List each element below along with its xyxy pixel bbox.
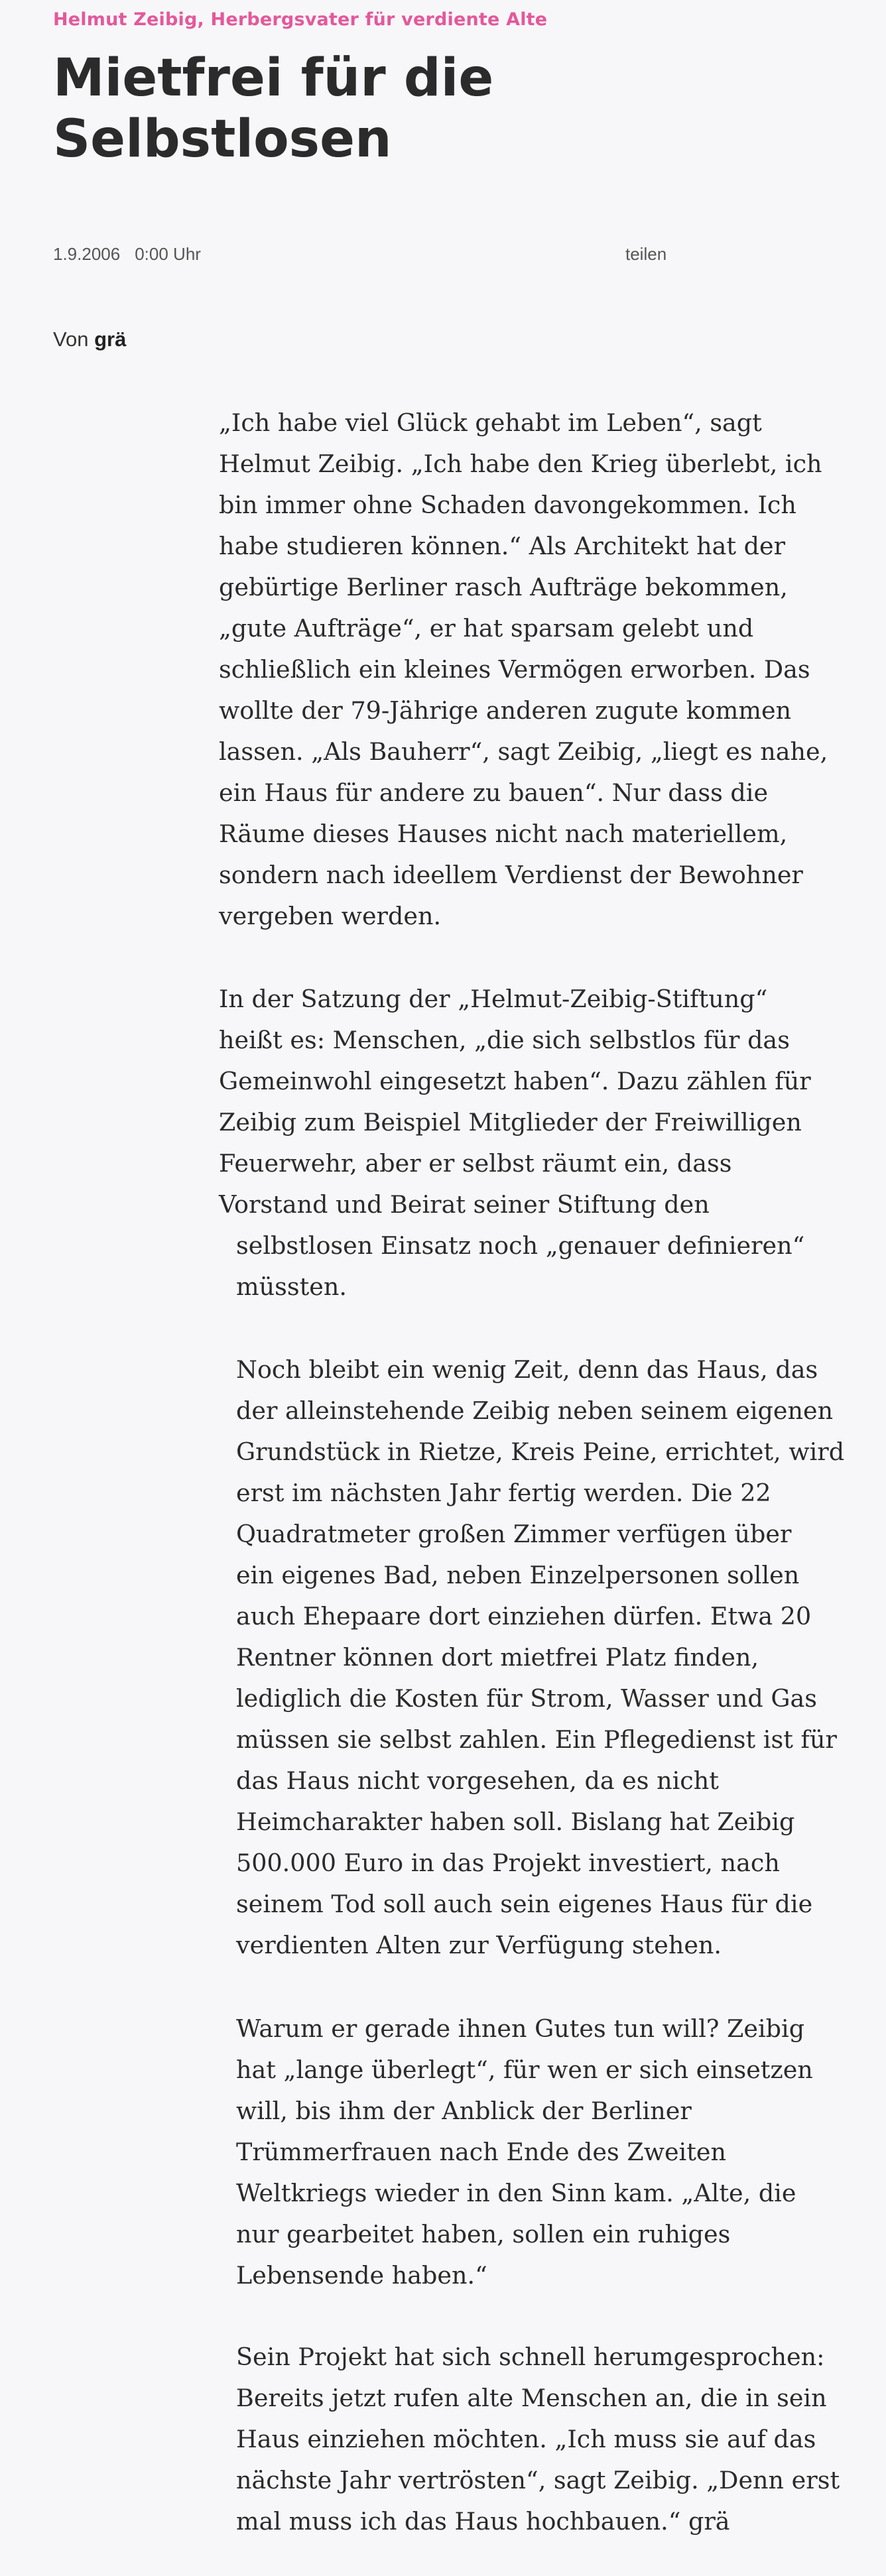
text-line: erst im nächsten Jahr fertig werden. Die 22 bbox=[236, 1479, 771, 1507]
text-line: Zeibig zum Beispiel Mitglieder der Freiwilligen bbox=[219, 1108, 802, 1136]
text-line: Gemeinwohl eingesetzt haben“. Dazu zählen für bbox=[219, 1067, 811, 1095]
text-line: verdienten Alten zur Verfügung stehen. bbox=[236, 1931, 722, 1959]
text-line: müssen sie selbst zahlen. Ein Pflegedienst ist für bbox=[236, 1725, 837, 1754]
paragraph-2-continued bbox=[236, 1225, 804, 1308]
text-line: nur gearbeitet haben, sollen ein ruhiges bbox=[236, 2220, 731, 2248]
text-line: heißt es: Menschen, „die sich selbstlos für das bbox=[219, 1026, 790, 1054]
text-line: Haus einziehen möchten. „Ich muss sie auf das bbox=[236, 2425, 816, 2453]
text-line: Weltkriegs wieder in den Sinn kam. „Alte, die bbox=[236, 2179, 796, 2207]
article-title bbox=[53, 48, 650, 170]
text-line: lediglich die Kosten für Strom, Wasser und Gas bbox=[236, 1684, 818, 1713]
text-line: das Haus nicht vorgesehen, da es nicht bbox=[236, 1766, 719, 1795]
text-line: Rentner können dort mietfrei Platz finden, bbox=[236, 1643, 759, 1672]
text-line: Helmut Zeibig. „Ich habe den Krieg überlebt, ich bbox=[219, 450, 822, 478]
text-line: selbstlosen Einsatz noch „genauer definieren“ bbox=[236, 1231, 805, 1260]
text-line: Vorstand und Beirat seiner Stiftung den bbox=[219, 1190, 710, 1219]
paragraph-1 bbox=[219, 402, 828, 937]
text-line: gebürtige Berliner rasch Aufträge bekommen, bbox=[219, 573, 788, 601]
text-line: seinem Tod soll auch sein eigenes Haus für die bbox=[236, 1890, 813, 1918]
text-line: mal muss ich das Haus hochbauen.“ grä bbox=[236, 2507, 730, 2536]
text-line: der alleinstehende Zeibig neben seinem eigenen bbox=[236, 1396, 834, 1425]
text-line: Heimcharakter haben soll. Bislang hat Zeibig bbox=[236, 1808, 795, 1836]
byline-prefix: Von bbox=[53, 328, 89, 351]
text-line: „gute Aufträge“, er hat sparsam gelebt und bbox=[219, 614, 754, 643]
text-line: hat „lange überlegt“, für wen er sich einsetzen bbox=[236, 2055, 813, 2084]
text-line: Lebensende haben.“ bbox=[236, 2261, 487, 2290]
text-line: Räume dieses Hauses nicht nach materiellem, bbox=[219, 820, 788, 848]
text-line: Noch bleibt ein wenig Zeit, denn das Haus, das bbox=[236, 1355, 818, 1384]
text-line: Warum er gerade ihnen Gutes tun will? Zeibig bbox=[236, 2014, 805, 2043]
text-line: will, bis ihm der Anblick der Berliner bbox=[236, 2097, 692, 2125]
article-kicker: Helmut Zeibig, Herbergsvater für verdiente Alte bbox=[53, 9, 548, 30]
article-time-value: 0:00 Uhr bbox=[135, 244, 201, 264]
text-line: „Ich habe viel Glück gehabt im Leben“, sagt bbox=[219, 408, 762, 437]
text-line: Sein Projekt hat sich schnell herumgesprochen: bbox=[236, 2343, 825, 2371]
article-title-line: Selbstlosen bbox=[53, 109, 392, 169]
text-line: wollte der 79-Jährige anderen zugute kommen bbox=[219, 696, 792, 725]
text-line: Grundstück in Rietze, Kreis Peine, errichtet, wird bbox=[236, 1438, 845, 1466]
text-line: ein Haus für andere zu bauen“. Nur dass die bbox=[219, 778, 769, 807]
text-line: In der Satzung der „Helmut-Zeibig-Stiftung“ bbox=[219, 985, 768, 1013]
article-date bbox=[53, 244, 201, 265]
byline-author: grä bbox=[94, 328, 127, 351]
paragraph-2 bbox=[219, 979, 811, 1225]
text-line: lassen. „Als Bauherr“, sagt Zeibig, „liegt es nahe, bbox=[219, 737, 828, 766]
text-line: nächste Jahr vertrösten“, sagt Zeibig. „Denn erst bbox=[236, 2466, 840, 2494]
text-line: Trümmerfrauen nach Ende des Zweiten bbox=[236, 2138, 727, 2166]
byline bbox=[53, 328, 126, 351]
text-line: müssten. bbox=[236, 1272, 347, 1301]
text-line: Feuerwehr, aber er selbst räumt ein, dass bbox=[219, 1149, 732, 1178]
text-line: vergeben werden. bbox=[219, 902, 442, 930]
text-line: ein eigenes Bad, neben Einzelpersonen sollen bbox=[236, 1561, 800, 1589]
text-line: bin immer ohne Schaden davongekommen. Ich bbox=[219, 491, 796, 519]
share-link[interactable]: teilen bbox=[625, 244, 667, 264]
text-line: Quadratmeter großen Zimmer verfügen über bbox=[236, 1520, 792, 1548]
text-line: Bereits jetzt rufen alte Menschen an, die in sein bbox=[236, 2384, 827, 2412]
text-line: sondern nach ideellem Verdienst der Bewohner bbox=[219, 861, 803, 889]
text-line: habe studieren können.“ Als Architekt hat der bbox=[219, 532, 786, 560]
paragraph-5 bbox=[236, 2337, 840, 2542]
article-date-value: 1.9.2006 bbox=[53, 244, 121, 264]
text-line: 500.000 Euro in das Projekt investiert, nach bbox=[236, 1849, 780, 1877]
text-line: auch Ehepaare dort einziehen dürfen. Etwa 20 bbox=[236, 1602, 812, 1630]
article-title-line: Mietfrei für die bbox=[53, 48, 494, 108]
paragraph-4 bbox=[236, 2008, 813, 2296]
paragraph-3 bbox=[236, 1349, 844, 1966]
text-line: schließlich ein kleines Vermögen erworben. Das bbox=[219, 655, 810, 684]
